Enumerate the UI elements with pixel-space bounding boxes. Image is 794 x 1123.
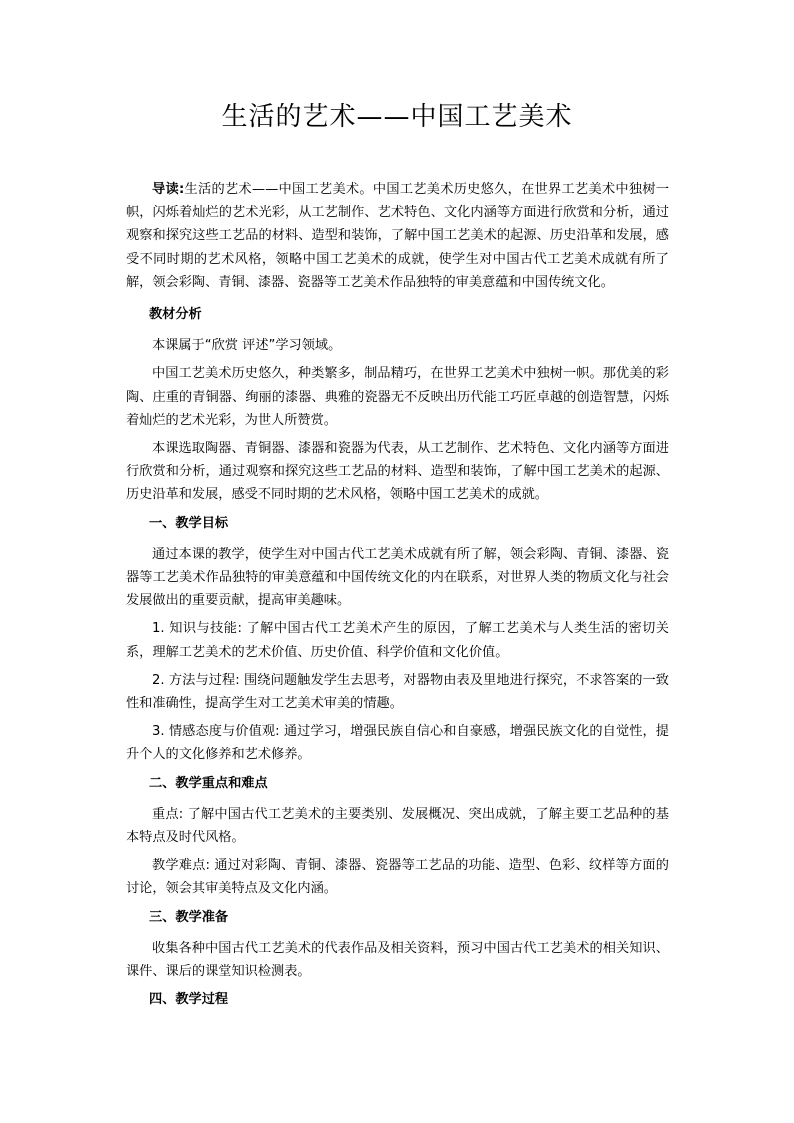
- intro-text: 生活的艺术——中国工艺美术。中国工艺美术历史悠久，在世界工艺美术中独树一帜，闪烁着灿烂的艺术光彩，从工艺制作、艺术特色、文化内涵等方面进行欣赏和分析，通过观察和探究这些工艺品的材料、造型和装饰，了解中国工艺美术的起源、历史沿革和发展，感受不同时期的艺术风格，领略中国工艺美术的成就，使学生对中国古代工艺美术成就有所了解，领会彩陶、青铜、漆器、瓷器等工艺美术作品独特的审美意蕴和中国传统文化。: [126, 182, 670, 290]
- section-heading-key-points: 二、教学重点和难点: [149, 775, 268, 791]
- document-title: 生活的艺术——中国工艺美术: [221, 102, 573, 132]
- section-heading-analysis: 教材分析: [149, 307, 202, 323]
- analysis-paragraph-3: 本课选取陶器、青铜器、漆器和瓷器为代表，从工艺制作、艺术特色、文化内涵等方面进行欣赏和分析，通过观察和探究这些工艺品的材料、造型和装饰，了解中国工艺美术的起源、历史沿革和发展，感受不同时期的艺术风格，领略中国工艺美术的成就。: [126, 441, 669, 503]
- intro-label: 导读:: [152, 182, 185, 197]
- section-heading-process: 四、教学过程: [149, 992, 229, 1008]
- preparation-paragraph-1: 收集各种中国古代工艺美术的代表作品及相关资料，预习中国古代工艺美术的相关知识、课件、课后的课堂知识检测表。: [126, 940, 669, 980]
- goals-paragraph-4: 3. 情感态度与价值观: 通过学习，增强民族自信心和自豪感，增强民族文化的自觉性，提升个人的文化修养和艺术修养。: [126, 724, 669, 763]
- analysis-paragraph-2: 中国工艺美术历史悠久，种类繁多，制品精巧，在世界工艺美术中独树一帜。那优美的彩陶、庄重的青铜器、绚丽的漆器、典雅的瓷器无不反映出历代能工巧匠卓越的创造智慧，闪烁着灿烂的艺术光彩，为世人所赞赏。: [126, 366, 669, 428]
- section-heading-preparation: 三、教学准备: [149, 909, 229, 925]
- goals-paragraph-2: 1. 知识与技能: 了解中国古代工艺美术产生的原因，了解工艺美术与人类生活的密切关系，理解工艺美术的艺术价值、历史价值、科学价值和文化价值。: [126, 621, 669, 660]
- key-points-paragraph-2: 教学难点: 通过对彩陶、青铜、漆器、瓷器等工艺品的功能、造型、色彩、纹样等方面的讨论，领会其审美特点及文化内涵。: [126, 858, 669, 897]
- analysis-paragraph-1: 本课属于“欣赏 评述”学习领域。: [152, 338, 342, 354]
- key-points-paragraph-1: 重点: 了解中国古代工艺美术的主要类别、发展概况、突出成就，了解主要工艺品种的基本特点及时代风格。: [126, 806, 669, 846]
- document-body: [126, 178, 669, 1020]
- goals-paragraph-3: 2. 方法与过程: 围绕问题触发学生去思考，对器物由表及里地进行探究，不求答案的一致性和准确性，提高学生对工艺美术审美的情趣。: [126, 672, 669, 712]
- goals-paragraph-1: 通过本课的教学，使学生对中国古代工艺美术成就有所了解，领会彩陶、青铜、漆器、瓷器等工艺美术作品独特的审美意蕴和中国传统文化的内在联系，对世界人类的物质文化与社会发展做出的重要贡献，提高审美趣味。: [126, 546, 669, 609]
- section-heading-goals: 一、教学目标: [149, 515, 229, 531]
- intro-paragraph: [126, 178, 669, 294]
